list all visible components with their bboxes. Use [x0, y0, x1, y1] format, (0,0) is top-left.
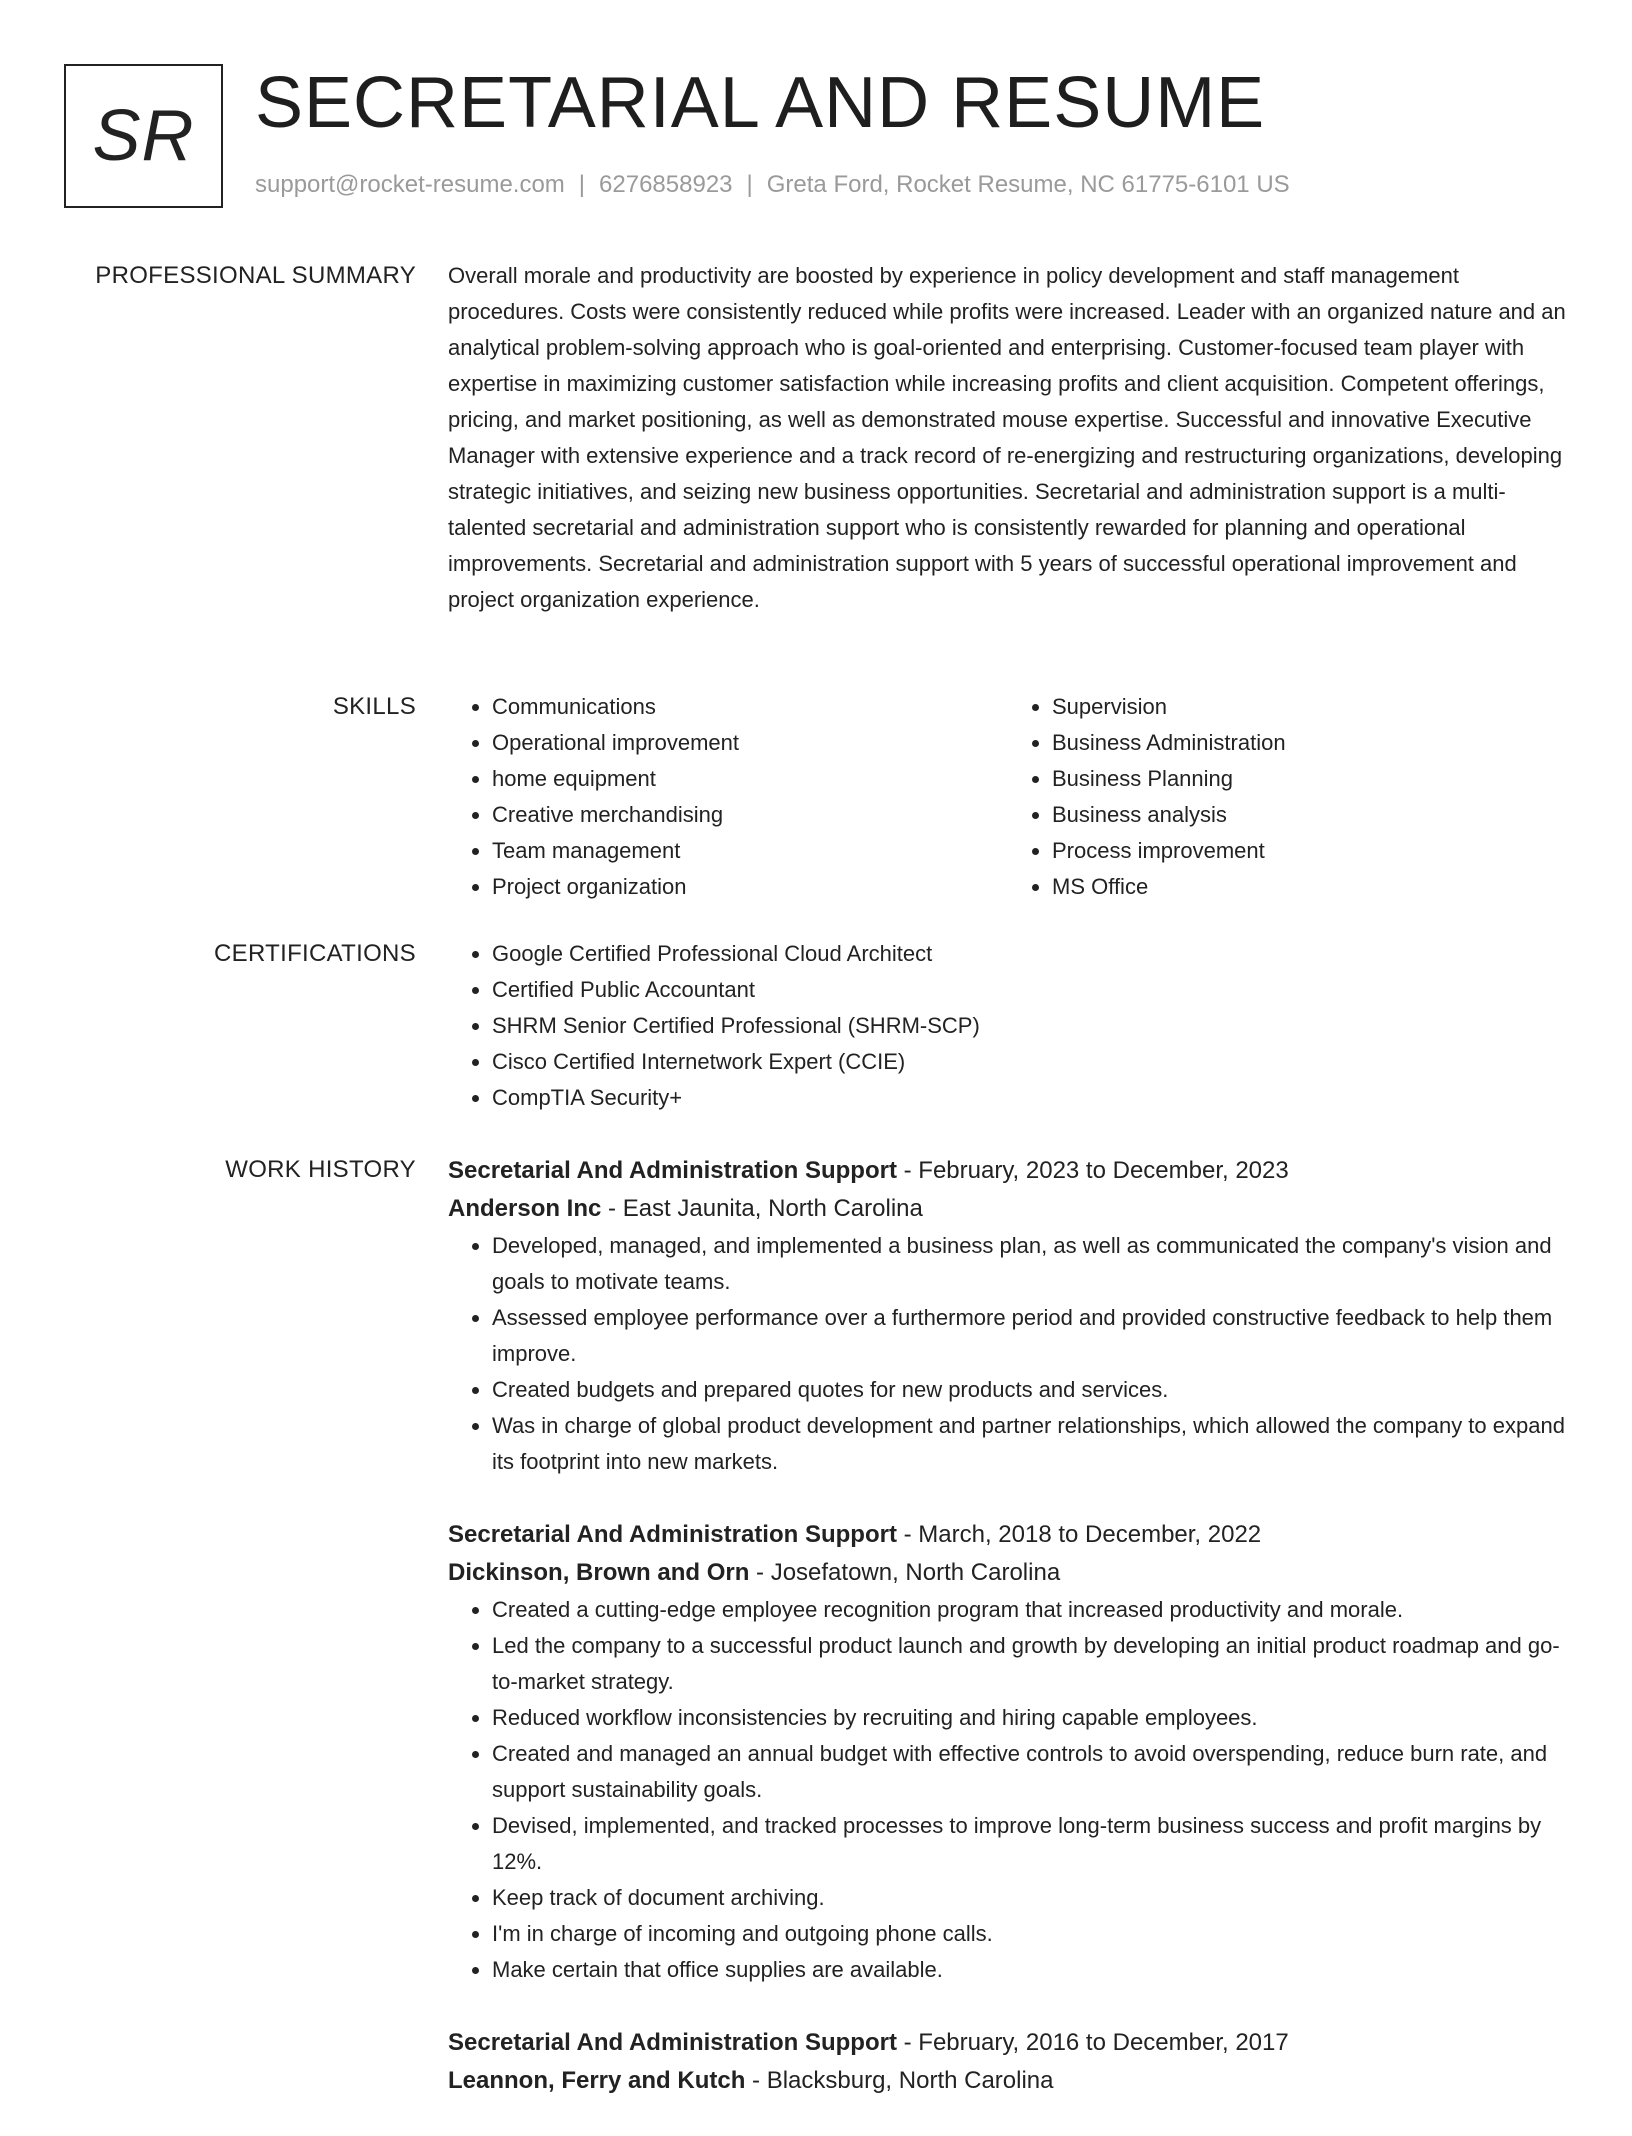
- skills-heading: SKILLS: [332, 693, 416, 720]
- job-title-line: [448, 1516, 1568, 1554]
- job-bullet: • Created budgets and prepared quotes for new products and services.: [492, 1372, 1568, 1408]
- job-entry: [448, 1152, 1568, 1480]
- skills-body: [448, 689, 1568, 905]
- summary-text: Overall morale and productivity are boosted by experience in policy development and staff management procedures. Costs were consistently reduced while profits were increased. Leader with an organized nature and an analytical problem-solving approach who is goal-oriented and enterprising. Customer-focused team player with expertise in maximizing customer satisfaction while increasing profits and client acquisition. Competent offerings, pricing, and market positioning, as well as demonstrated mouse expertise. Successful and innovative Executive Manager with extensive experience and a track record of re-energizing and restructuring organizations, developing strategic initiatives, and seizing new business opportunities. Secretarial and administration support is a multi-talented secretarial and administration support who is consistently rewarded for planning and operational improvements. Secretarial and administration support with 5 years of successful operational improvement and project organization experience.: [448, 263, 1566, 612]
- skills-list-left: [448, 689, 1008, 905]
- job-dates: - March, 2018 to December, 2022: [903, 1521, 1262, 1548]
- job-bullet: • Was in charge of global product development and partner relationships, which allowed the company to expand its footprint into new markets.: [492, 1408, 1568, 1480]
- certifications-list: [448, 936, 1568, 1116]
- job-title: Secretarial And Administration Support: [448, 1521, 897, 1548]
- job-dates: - February, 2016 to December, 2017: [903, 2029, 1289, 2056]
- contact-email[interactable]: support@rocket-resume.com: [255, 171, 565, 198]
- certification-item: • CompTIA Security+: [492, 1080, 1568, 1116]
- certification-item: • SHRM Senior Certified Professional (SHRM-SCP): [492, 1008, 1568, 1044]
- work-history-body: [448, 1152, 1568, 2136]
- certification-item: • Certified Public Accountant: [492, 972, 1568, 1008]
- job-dates: - February, 2023 to December, 2023: [903, 1157, 1289, 1184]
- job-company-line: [448, 1554, 1568, 1592]
- job-entry: [448, 1516, 1568, 1988]
- monogram-logo: SR: [64, 64, 223, 208]
- skill-item: • Project organization: [492, 869, 1008, 905]
- job-company: Anderson Inc: [448, 1195, 602, 1222]
- job-bullet: • Assessed employee performance over a furthermore period and provided constructive feedback to help them improve.: [492, 1300, 1568, 1372]
- skill-item: • Creative merchandising: [492, 797, 1008, 833]
- skill-item: • Process improvement: [1052, 833, 1568, 869]
- certifications-body: [448, 936, 1568, 1116]
- contact-address: Greta Ford, Rocket Resume, NC 61775-6101 US: [766, 171, 1290, 198]
- skill-item: • Business analysis: [1052, 797, 1568, 833]
- certifications-heading: CERTIFICATIONS: [214, 940, 416, 967]
- job-title: Secretarial And Administration Support: [448, 2029, 897, 2056]
- job-title-line: [448, 1152, 1568, 1190]
- skill-item: • Supervision: [1052, 689, 1568, 725]
- skill-item: • Team management: [492, 833, 1008, 869]
- certification-item: • Cisco Certified Internetwork Expert (CCIE): [492, 1044, 1568, 1080]
- job-company: Leannon, Ferry and Kutch: [448, 2067, 746, 2094]
- job-bullets: [448, 1592, 1568, 1988]
- job-bullet: • Created a cutting-edge employee recognition program that increased productivity and morale.: [492, 1592, 1568, 1628]
- job-title: Secretarial And Administration Support: [448, 1157, 897, 1184]
- contact-line: [255, 171, 1290, 199]
- contact-separator: |: [578, 171, 586, 198]
- job-bullet: • Led the company to a successful product launch and growth by developing an initial product roadmap and go-to-market strategy.: [492, 1628, 1568, 1700]
- skill-item: • Communications: [492, 689, 1008, 725]
- job-location: - Josefatown, North Carolina: [756, 1559, 1061, 1586]
- work-history-heading: WORK HISTORY: [225, 1156, 416, 1183]
- job-bullet: • Developed, managed, and implemented a business plan, as well as communicated the company's vision and goals to motivate teams.: [492, 1228, 1568, 1300]
- job-location: - Blacksburg, North Carolina: [752, 2067, 1054, 2094]
- job-company-line: [448, 1190, 1568, 1228]
- job-bullet: • Make certain that office supplies are available.: [492, 1952, 1568, 1988]
- skill-item: • home equipment: [492, 761, 1008, 797]
- resume-title: SECRETARIAL AND RESUME: [255, 63, 1266, 143]
- job-bullet: • Reduced workflow inconsistencies by recruiting and hiring capable employees.: [492, 1700, 1568, 1736]
- job-entry: [448, 2024, 1568, 2100]
- skill-item: • Business Planning: [1052, 761, 1568, 797]
- job-bullet: • Devised, implemented, and tracked processes to improve long-term business success and profit margins by 12%.: [492, 1808, 1568, 1880]
- skill-item: • Business Administration: [1052, 725, 1568, 761]
- job-title-line: [448, 2024, 1568, 2062]
- skill-item: • MS Office: [1052, 869, 1568, 905]
- job-company-line: [448, 2062, 1568, 2100]
- job-location: - East Jaunita, North Carolina: [608, 1195, 923, 1222]
- job-bullet: • I'm in charge of incoming and outgoing phone calls.: [492, 1916, 1568, 1952]
- contact-phone[interactable]: 6276858923: [599, 171, 733, 198]
- contact-separator: |: [746, 171, 753, 198]
- skills-list-right: [1008, 689, 1568, 905]
- summary-heading: PROFESSIONAL SUMMARY: [95, 262, 416, 289]
- job-bullets: [448, 1228, 1568, 1480]
- certification-item: • Google Certified Professional Cloud Architect: [492, 936, 1568, 972]
- skill-item: • Operational improvement: [492, 725, 1008, 761]
- job-bullet: • Keep track of document archiving.: [492, 1880, 1568, 1916]
- job-bullet: • Created and managed an annual budget with effective controls to avoid overspending, reduce burn rate, and support sustainability goals.: [492, 1736, 1568, 1808]
- job-company: Dickinson, Brown and Orn: [448, 1559, 750, 1586]
